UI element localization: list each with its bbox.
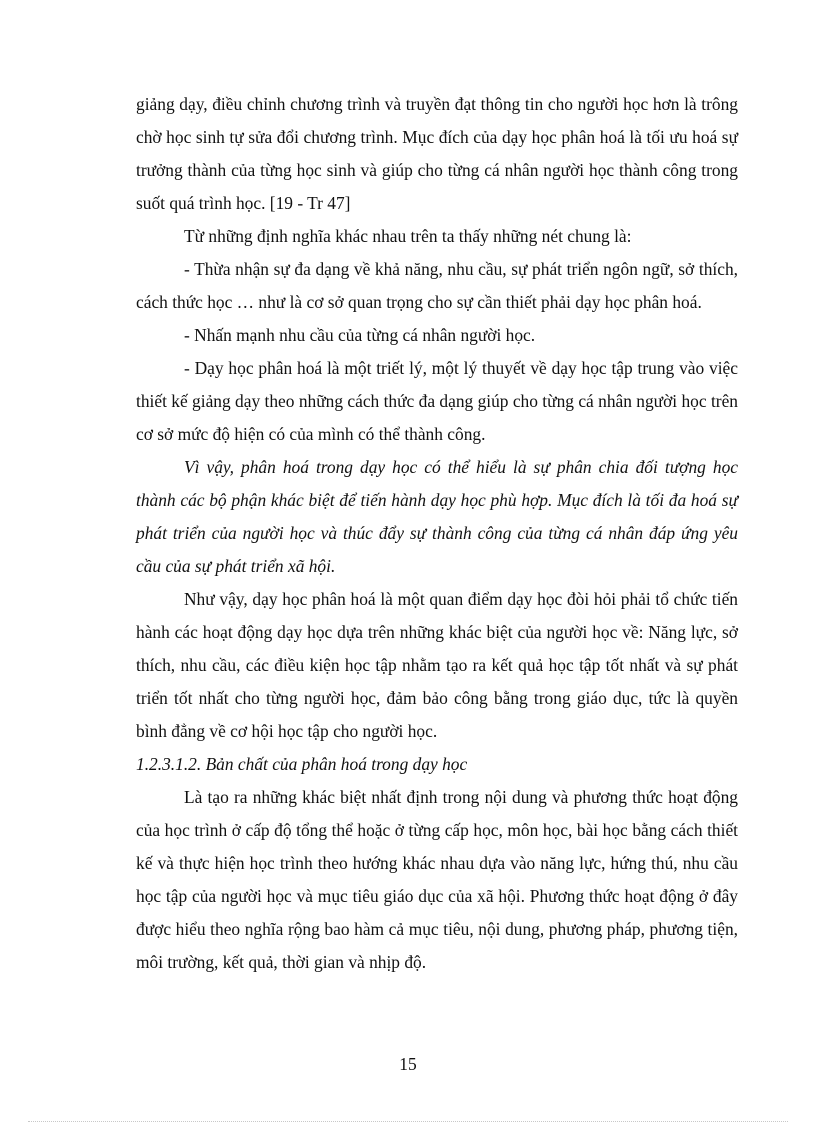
page-body xyxy=(136,88,738,979)
page-number: 15 xyxy=(399,1054,417,1074)
paragraph-continuation: giảng dạy, điều chỉnh chương trình và truyền đạt thông tin cho người học hơn là trông chờ học sinh tự sửa đổi chương trình. Mục đích của dạy học phân hoá là tối ưu hoá sự trưởng thành của từng học sinh và giúp cho từng cá nhân người học thành công trong suốt quá trình học. [19 - Tr 47] xyxy=(136,94,738,213)
bullet-philosophy: - Dạy học phân hoá là một triết lý, một lý thuyết về dạy học tập trung vào việc thiết kế giảng dạy theo những cách thức đa dạng giúp cho từng cá nhân người học trên cơ sở mức độ hiện có của mình có thể thành công. xyxy=(136,358,738,444)
paragraph-nature: Là tạo ra những khác biệt nhất định trong nội dung và phương thức hoạt động của học trình ở cấp độ tổng thể hoặc ở từng cấp học, môn học, bài học bằng cách thiết kế và thực hiện học trình theo hướng khác nhau dựa vào năng lực, hứng thú, nhu cầu học tập của người học và mục tiêu giáo dục của xã hội. Phương thức hoạt động ở đây được hiểu theo nghĩa rộng bao hàm cả mục tiêu, nội dung, phương pháp, phương tiện, môi trường, kết quả, thời gian và nhịp độ. xyxy=(136,787,738,972)
bullet-diversity: - Thừa nhận sự đa dạng về khả năng, nhu cầu, sự phát triển ngôn ngữ, sở thích, cách thức học … như là cơ sở quan trọng cho sự cần thiết phải dạy học phân hoá. xyxy=(136,259,738,312)
section-heading: 1.2.3.1.2. Bản chất của phân hoá trong dạy học xyxy=(136,754,468,774)
page-bottom-divider xyxy=(28,1121,788,1122)
bullet-individual-needs: - Nhấn mạnh nhu cầu của từng cá nhân người học. xyxy=(184,325,536,345)
paragraph-summary-intro: Từ những định nghĩa khác nhau trên ta thấy những nét chung là: xyxy=(184,226,632,246)
paragraph-conclusion: Như vậy, dạy học phân hoá là một quan điểm dạy học đòi hỏi phải tổ chức tiến hành các hoạt động dạy học dựa trên những khác biệt của người học về: Năng lực, sở thích, nhu cầu, các điều kiện học tập nhằm tạo ra kết quả học tập tốt nhất và sự phát triển tốt nhất cho từng người học, đảm bảo công bằng trong giáo dục, tức là quyền bình đẳng về cơ hội học tập cho người học. xyxy=(136,589,738,741)
paragraph-italic-definition: Vì vậy, phân hoá trong dạy học có thể hiểu là sự phân chia đối tượng học thành các bộ phận khác biệt để tiến hành dạy học phù hợp. Mục đích là tối đa hoá sự phát triển của người học và thúc đẩy sự thành công của từng cá nhân đáp ứng yêu cầu của sự phát triển xã hội. xyxy=(136,457,738,576)
